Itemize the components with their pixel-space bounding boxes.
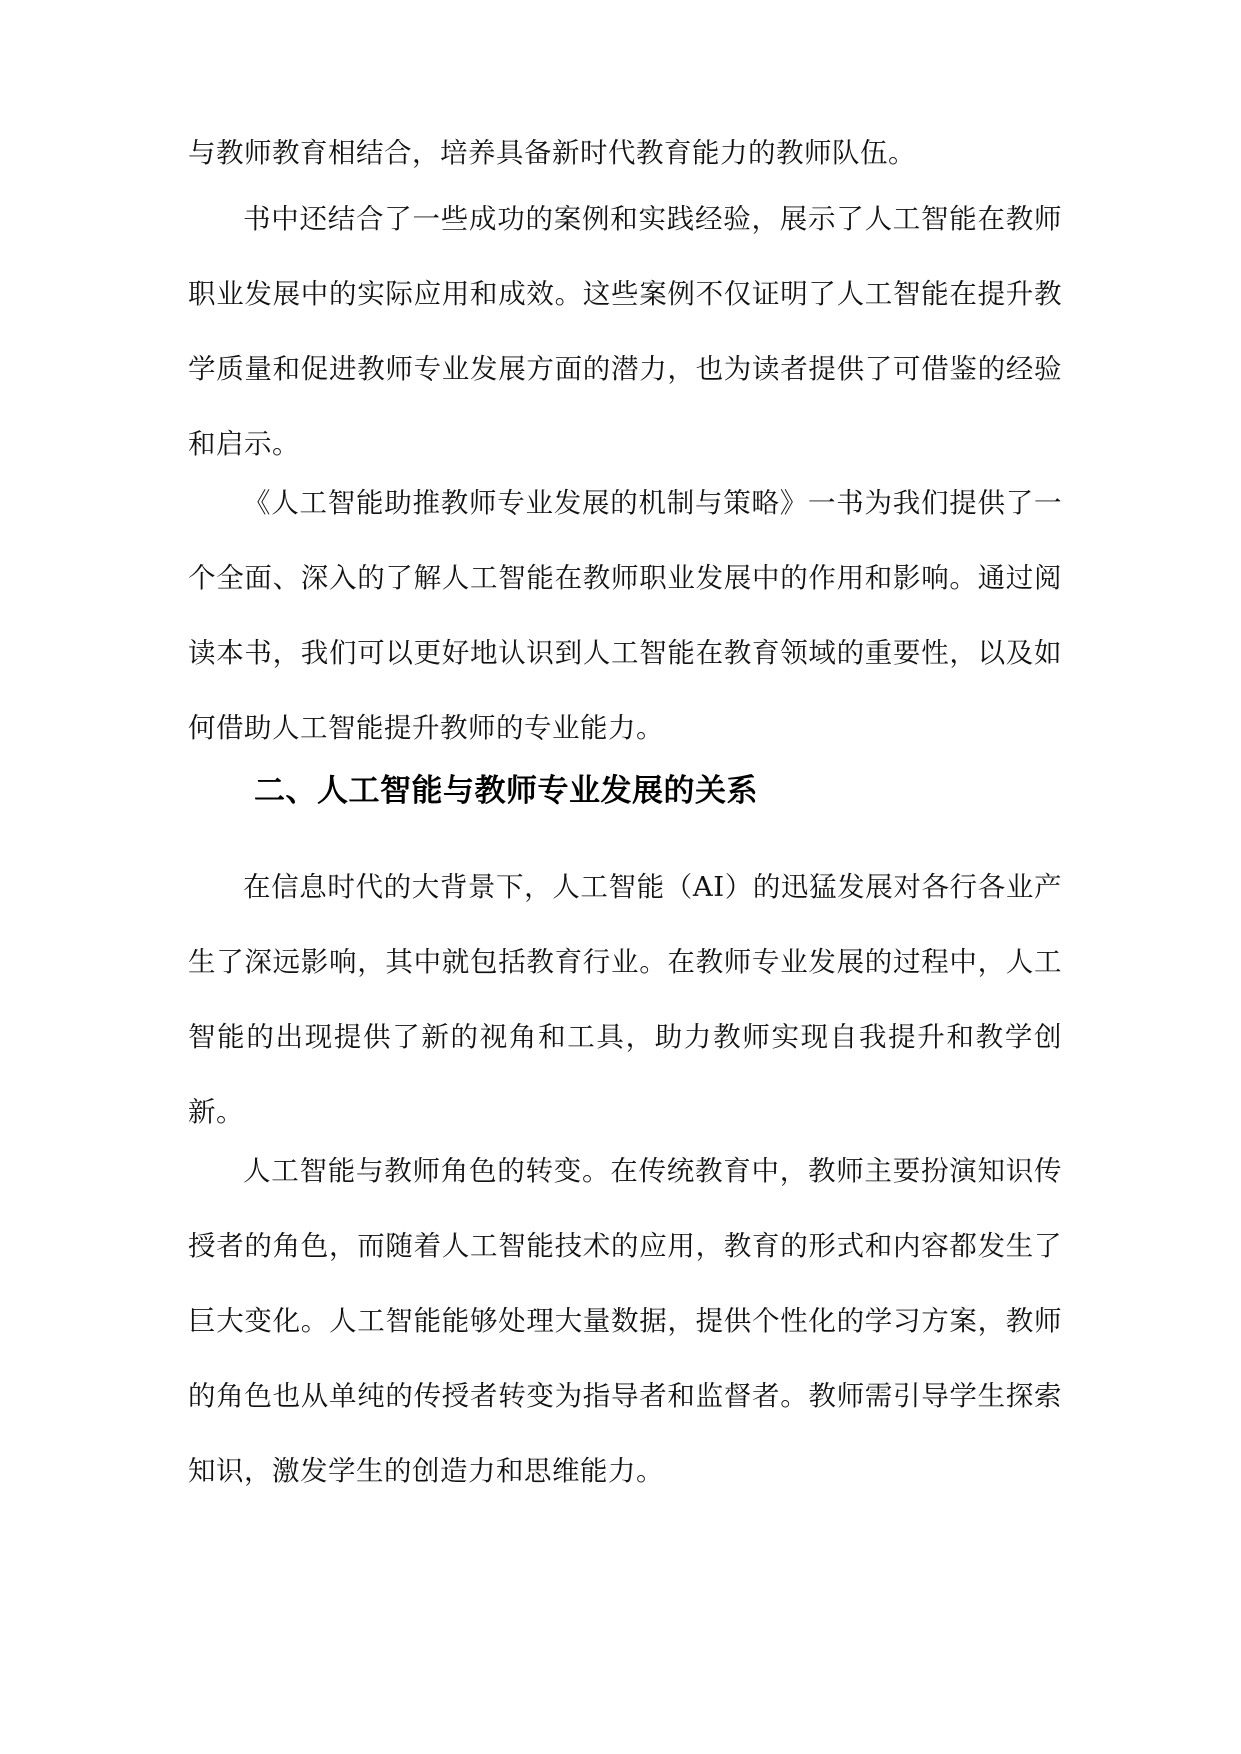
paragraph-ai-background: 在信息时代的大背景下，人工智能（AI）的迅猛发展对各行各业产生了深远影响，其中就包括教育行业。在教师专业发展的过程中，人工智能的出现提供了新的视角和工具，助力教师实现自我提升和教学创新。: [188, 871, 1062, 1128]
paragraph-teacher-role: 人工智能与教师角色的转变。在传统教育中，教师主要扮演知识传授者的角色，而随着人工智能技术的应用，教育的形式和内容都发生了巨大变化。人工智能能够处理大量数据，提供个性化的学习方案，教师的角色也从单纯的传授者转变为指导者和监督者。教师需引导学生探索知识，激发学生的创造力和思维能力。: [188, 1155, 1062, 1487]
section-heading: 二、人工智能与教师专业发展的关系: [254, 773, 758, 809]
paragraph-case-studies: 书中还结合了一些成功的案例和实践经验，展示了人工智能在教师职业发展中的实际应用和成效。这些案例不仅证明了人工智能在提升教学质量和促进教师专业发展方面的潜力，也为读者提供了可借鉴的经验和启示。: [188, 203, 1062, 460]
paragraph-continuation: 与教师教育相结合，培养具备新时代教育能力的教师队伍。: [188, 137, 916, 169]
paragraph-book-summary: 《人工智能助推教师专业发展的机制与策略》一书为我们提供了一个全面、深入的了解人工智能在教师职业发展中的作用和影响。通过阅读本书，我们可以更好地认识到人工智能在教育领域的重要性，以及如何借助人工智能提升教师的专业能力。: [188, 487, 1062, 744]
